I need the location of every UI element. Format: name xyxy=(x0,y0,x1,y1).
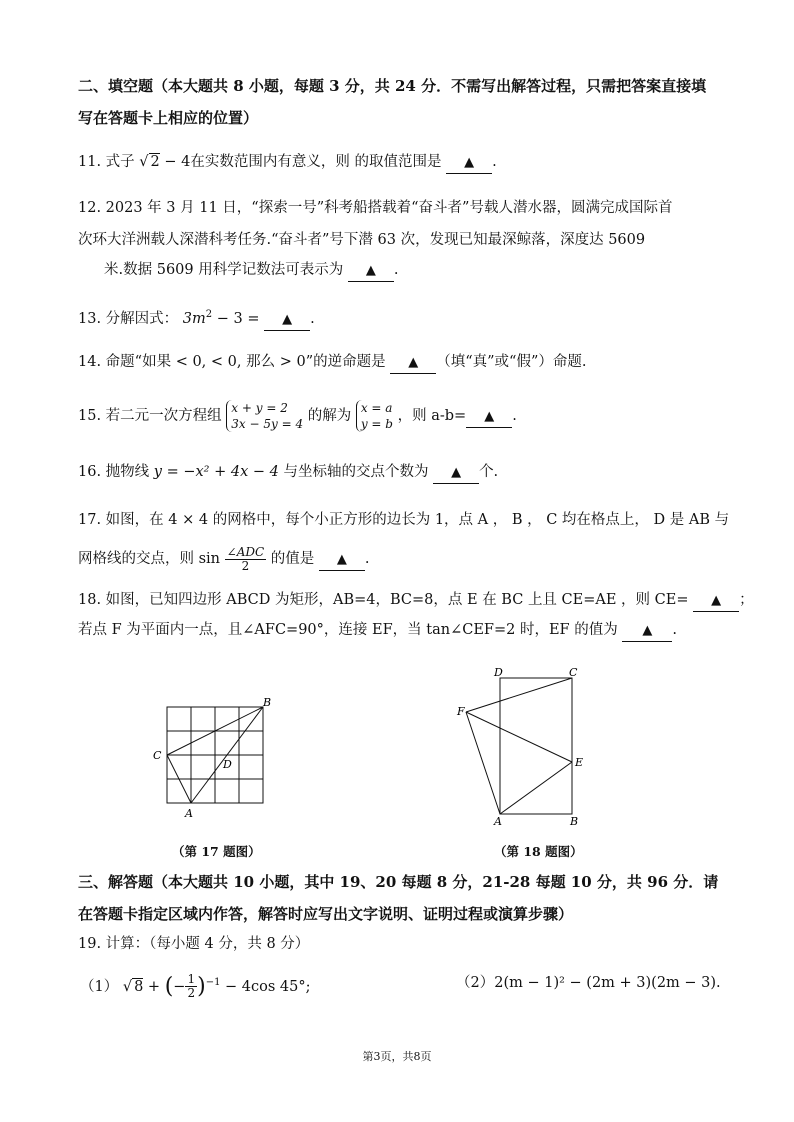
section3-title-line2: 在答题卡指定区域内作答，解答时应写出文字说明、证明过程或演算步骤） xyxy=(78,905,574,923)
answer-blank[interactable] xyxy=(466,406,512,428)
question-text: 若点 F 为平面内一点，且∠AFC=90°，连接 EF，当 tan∠CEF=2 时，EF 的值为 xyxy=(78,622,618,638)
answer-blank[interactable] xyxy=(622,620,672,642)
label-A: A xyxy=(494,815,502,826)
question-16 xyxy=(78,462,498,484)
question-19-title: 19. 计算：（每小题 4 分，共 8 分） xyxy=(78,936,310,952)
period: . xyxy=(364,551,370,567)
question-text: 网格线的交点，则 sin xyxy=(78,551,221,567)
answer-blank[interactable] xyxy=(264,309,310,331)
equation: 3x − 5y = 4 xyxy=(231,417,304,431)
answer-mark: ▲ xyxy=(464,155,475,170)
label-B: B xyxy=(570,815,579,826)
exponent: −1 xyxy=(205,977,221,988)
question-text: 个. xyxy=(479,464,499,480)
question-17-line1: 17. 如图，在 4 × 4 的网格中，每个小正方形的边长为 1，点 A ， B ， C 均在格点上， D 是 AB 与 xyxy=(78,512,730,528)
equation: x = a xyxy=(360,401,393,415)
figure-18-caption: （第 18 题图） xyxy=(494,844,583,859)
figure-18-rectangle xyxy=(452,664,592,826)
answer-mark: ▲ xyxy=(282,311,293,327)
question-text: − 4在实数范围内有意义，则 的取值范围是 xyxy=(159,154,442,170)
answer-mark: ▲ xyxy=(336,552,347,567)
question-15 xyxy=(78,398,517,434)
question-text: 15. 若二元一次方程组 xyxy=(78,408,222,424)
section2-title-line2: 写在答题卡上相应的位置） xyxy=(78,109,259,127)
segment-FE xyxy=(466,712,572,762)
question-13 xyxy=(78,305,315,331)
solution-system xyxy=(356,400,393,432)
question-number: 13. xyxy=(78,310,102,327)
answer-blank[interactable] xyxy=(446,152,492,174)
numerator: 1 xyxy=(187,972,196,987)
answer-mark: ▲ xyxy=(451,465,462,480)
period: . xyxy=(512,408,517,424)
question-text: 16. 抛物线 xyxy=(78,464,154,480)
part-label: （1） xyxy=(80,978,119,995)
question-18-line2 xyxy=(78,620,677,642)
numerator: ∠ADC xyxy=(226,544,265,559)
period: . xyxy=(492,154,497,170)
segment-AE xyxy=(500,762,572,814)
page-footer: 第3页，共8页 xyxy=(362,1050,432,1063)
period: . xyxy=(393,262,399,278)
question-text: ； xyxy=(739,592,754,608)
fraction xyxy=(185,973,197,1000)
expression: − 4cos 45°; xyxy=(220,978,311,995)
radicand: 8 xyxy=(134,978,144,995)
question-14 xyxy=(78,352,586,374)
question-text: ，则 a-b= xyxy=(397,408,467,424)
label-C: C xyxy=(153,749,162,762)
answer-mark: ▲ xyxy=(642,623,653,638)
label-A: A xyxy=(185,807,193,820)
question-12-line1: 12. 2023 年 3 月 11 日，“探索一号”科考船搭载着“奋斗者”号载人潜水器，圆满完成国际首 xyxy=(78,200,673,216)
label-C: C xyxy=(569,666,578,679)
question-text: 米.数据 5609 用科学记数法可表示为 xyxy=(104,262,344,278)
question-19-part2 xyxy=(456,966,721,1000)
question-18-line1 xyxy=(78,590,754,612)
answer-mark: ▲ xyxy=(408,355,419,370)
denominator: 2 xyxy=(241,558,250,573)
equation-system xyxy=(226,400,303,432)
question-text: （填“真”或“假”）命题. xyxy=(436,354,587,370)
figure-17-caption: （第 17 题图） xyxy=(172,844,261,859)
question-11 xyxy=(78,152,497,174)
label-D: D xyxy=(223,758,232,771)
label-F: F xyxy=(457,705,465,718)
period: . xyxy=(310,310,315,327)
expression: 3m xyxy=(182,310,206,327)
equation: x + y = 2 xyxy=(231,401,288,415)
answer-blank[interactable] xyxy=(693,590,739,612)
figure-17-grid xyxy=(150,696,280,820)
section3-title-line1: 三、解答题（本大题共 10 小题，其中 19、20 每题 8 分，21-28 每题 10 分，共 96 分．请 xyxy=(78,873,719,891)
answer-mark: ▲ xyxy=(484,409,495,424)
right-paren: ) xyxy=(197,973,206,999)
segment-FC xyxy=(466,678,572,712)
part-label: （2） xyxy=(456,975,495,991)
label-D: D xyxy=(494,666,503,679)
expression: 2(m − 1)² − (2m + 3)(2m − 3). xyxy=(494,975,721,991)
answer-blank[interactable] xyxy=(390,352,436,374)
expression: − 3 = xyxy=(212,310,260,327)
answer-blank[interactable] xyxy=(433,462,479,484)
fraction xyxy=(225,546,267,573)
question-text: 式子 xyxy=(105,154,135,170)
label-B: B xyxy=(263,696,272,709)
sqrt-expression: √ 2 xyxy=(139,154,160,170)
exponent: 2 xyxy=(205,309,213,320)
section2-title-line1: 二、填空题（本大题共 8 小题，每题 3 分，共 24 分．不需写出解答过程，只需把答案直接填 xyxy=(78,77,707,95)
question-text: 与坐标轴的交点个数为 xyxy=(278,464,429,480)
radicand: 2 xyxy=(150,154,160,170)
answer-blank[interactable] xyxy=(319,549,365,571)
answer-mark: ▲ xyxy=(365,263,376,278)
answer-blank[interactable] xyxy=(348,260,394,282)
question-text: 分解因式： xyxy=(105,310,179,327)
expression: y = −x² + 4x − 4 xyxy=(153,464,279,480)
question-text: 14. 命题“如果 < 0, < 0, 那么 > 0”的逆命题是 xyxy=(78,354,386,370)
question-text: 的解为 xyxy=(307,408,352,424)
sqrt-expression: √ 8 xyxy=(122,978,144,995)
left-paren: ( xyxy=(164,973,174,999)
question-text: 的值是 xyxy=(270,551,315,567)
question-number: 11. xyxy=(78,154,102,170)
rectangle-ABCD xyxy=(500,678,572,814)
answer-mark: ▲ xyxy=(711,593,722,608)
question-19-part1: （1） √ 8 + (− $\frac{1}{2}$ )$^{-1}$ − 4cos 45°; xyxy=(80,972,311,1001)
equation: y = b xyxy=(360,417,393,431)
question-text: 18. 如图，已知四边形 ABCD 为矩形，AB=4，BC=8，点 E 在 BC 上且 CE=AE ，则 CE= xyxy=(78,592,689,608)
question-12-line3 xyxy=(104,260,398,282)
denominator: 2 xyxy=(187,986,196,1001)
period: . xyxy=(672,622,677,638)
question-17-line2 xyxy=(78,544,370,574)
question-12-line2: 次环大洋洲载人深潜科考任务.“奋斗者”号下潜 63 次，发现已知最深鲸落，深度达 5609 xyxy=(78,232,646,248)
segment-FA xyxy=(466,712,500,814)
label-E: E xyxy=(575,756,584,769)
